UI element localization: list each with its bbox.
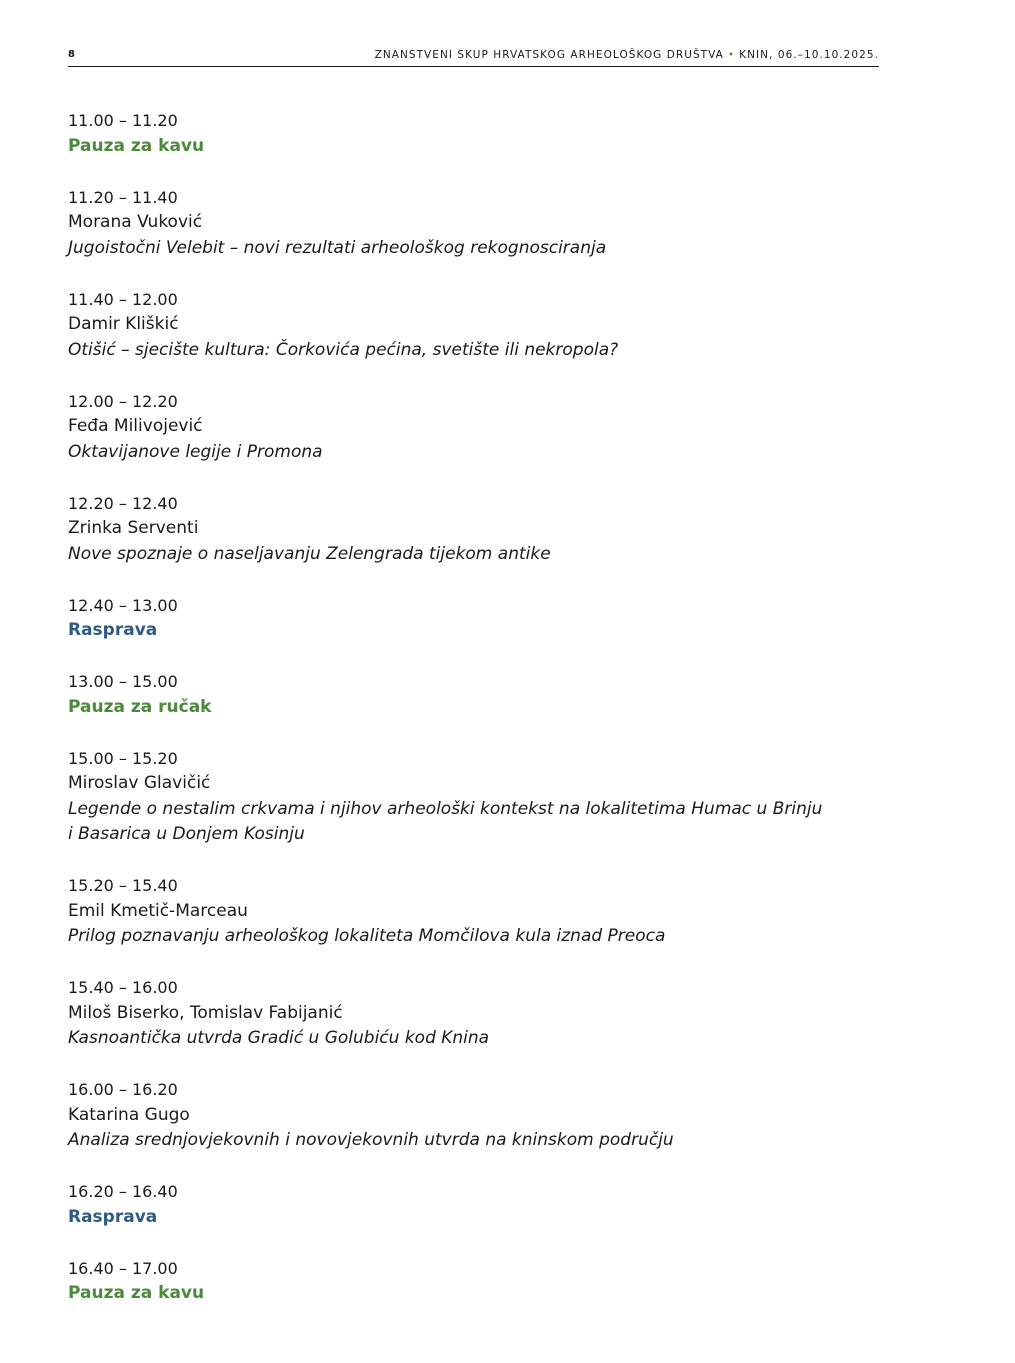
schedule-slot-discussion <box>68 593 888 644</box>
talk-title: Kasnoantička utvrda Gradić u Golubiću kod Knina <box>68 1028 490 1048</box>
page-number: 8 <box>68 49 76 60</box>
schedule-slot-talk <box>68 491 888 568</box>
schedule-slot-talk <box>68 185 888 262</box>
schedule-slot-talk <box>68 1077 888 1154</box>
talk-title: Analiza srednjovjekovnih i novovjekovnih utvrda na kninskom području <box>68 1130 674 1150</box>
slot-time: 11.20 – 11.40 <box>68 187 178 207</box>
schedule-slot-discussion <box>68 1179 888 1230</box>
break-label: Pauza za kavu <box>68 135 205 156</box>
speaker-name: Damir Kliškić <box>68 314 179 334</box>
talk-title-line-2: i Basarica u Donjem Kosinju <box>68 824 305 844</box>
discussion-label: Rasprava <box>68 1206 158 1227</box>
running-title-event: ZNANSTVENI SKUP HRVATSKOG ARHEOLOŠKOG DRUŠTVA <box>374 49 724 61</box>
speaker-name: Miloš Biserko, Tomislav Fabijanić <box>68 1002 343 1023</box>
speaker-name: Feđa Milivojević <box>68 416 203 436</box>
slot-time: 16.00 – 16.20 <box>68 1080 178 1099</box>
slot-time: 15.40 – 16.00 <box>68 978 178 997</box>
speaker-name: Morana Vuković <box>68 212 203 232</box>
slot-time: 12.40 – 13.00 <box>68 595 178 615</box>
schedule-slot-talk <box>68 389 888 466</box>
talk-title: Oktavijanove legije i Promona <box>68 441 323 462</box>
schedule-slot-talk <box>68 287 888 364</box>
talk-title: Nove spoznaje o naseljavanju Zelengrada tijekom antike <box>68 543 551 564</box>
slot-time: 16.40 – 17.00 <box>68 1258 178 1278</box>
schedule-slot-coffee-break <box>68 108 888 159</box>
schedule-slot-coffee-break <box>68 1256 888 1307</box>
talk-title: Otišić – sjecište kultura: Čorkovića pećina, svetište ili nekropola? <box>68 339 619 360</box>
schedule-slot-talk <box>68 746 888 848</box>
running-title <box>375 49 879 61</box>
running-title-separator: • <box>727 49 736 61</box>
slot-time: 12.20 – 12.40 <box>68 493 178 513</box>
slot-time: 11.00 – 11.20 <box>68 111 178 130</box>
discussion-label: Rasprava <box>68 620 158 640</box>
speaker-name: Emil Kmetič-Marceau <box>68 900 248 921</box>
talk-title: Jugoistočni Velebit – novi rezultati arheološkog rekognosciranja <box>68 237 607 258</box>
talk-title: Prilog poznavanju arheološkog lokaliteta Momčilova kula iznad Preoca <box>68 926 666 946</box>
schedule-slot-lunch-break <box>68 669 888 720</box>
break-label: Pauza za ručak <box>68 696 212 717</box>
talk-title-line-1: Legende o nestalim crkvama i njihov arheološki kontekst na lokalitetima Humac u Brinju <box>68 798 823 819</box>
speaker-name: Miroslav Glavičić <box>68 773 211 793</box>
running-title-place-date: KNIN, 06.–10.10.2025. <box>739 49 879 61</box>
speaker-name: Katarina Gugo <box>68 1104 190 1125</box>
slot-time: 15.00 – 15.20 <box>68 748 178 768</box>
schedule-slot-talk <box>68 975 888 1052</box>
slot-time: 15.20 – 15.40 <box>68 876 178 895</box>
page-header <box>68 46 879 67</box>
break-label: Pauza za kavu <box>68 1283 205 1303</box>
slot-time: 11.40 – 12.00 <box>68 289 178 309</box>
speaker-name: Zrinka Serventi <box>68 518 199 538</box>
slot-time: 16.20 – 16.40 <box>68 1182 178 1201</box>
schedule-slot-talk <box>68 873 888 950</box>
slot-time: 12.00 – 12.20 <box>68 391 178 411</box>
slot-time: 13.00 – 15.00 <box>68 672 178 691</box>
program-schedule <box>68 108 888 1332</box>
